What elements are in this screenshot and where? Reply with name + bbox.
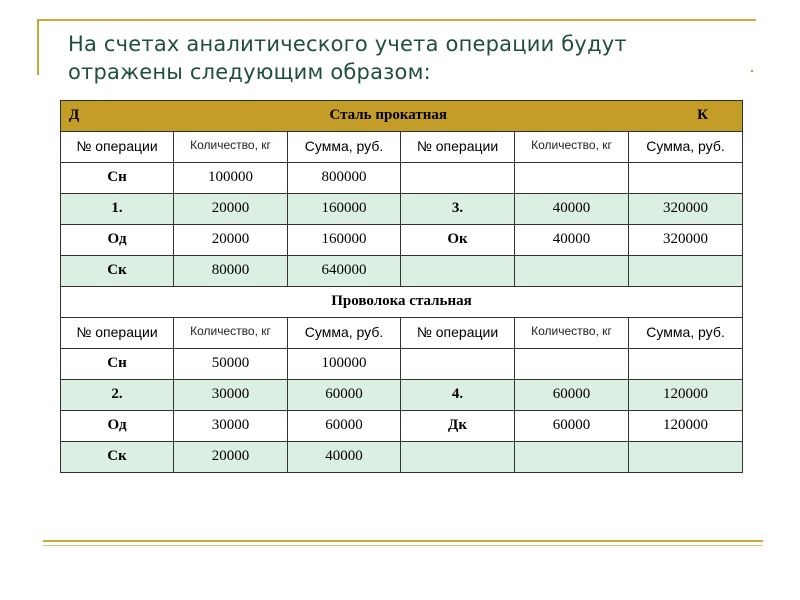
table-cell: 80000 bbox=[174, 256, 288, 287]
table-cell: 160000 bbox=[288, 225, 401, 256]
table-cell: 800000 bbox=[288, 163, 401, 194]
table-cell: Од bbox=[61, 411, 174, 442]
table-cell: Ск bbox=[61, 442, 174, 473]
table-cell: Сн bbox=[61, 163, 174, 194]
table-cell bbox=[515, 163, 629, 194]
table-cell: 40000 bbox=[515, 225, 629, 256]
table-cell: 640000 bbox=[288, 256, 401, 287]
table-cell: Ск bbox=[61, 256, 174, 287]
table-cell bbox=[629, 442, 743, 473]
table-cell bbox=[515, 256, 629, 287]
table-cell: 2. bbox=[61, 380, 174, 411]
col-header-qty-credit: Количество, кг bbox=[515, 318, 629, 349]
table-cell: 320000 bbox=[629, 225, 743, 256]
table-cell bbox=[629, 349, 743, 380]
table-cell: 60000 bbox=[288, 380, 401, 411]
table-cell bbox=[515, 349, 629, 380]
table-cell: 20000 bbox=[174, 442, 288, 473]
slide-title-line-2: отражены следующим образом: bbox=[68, 60, 431, 84]
table-row bbox=[61, 225, 743, 256]
table-cell: 60000 bbox=[515, 380, 629, 411]
table-cell: 120000 bbox=[629, 411, 743, 442]
bottom-rule bbox=[43, 540, 763, 542]
table-cell: 20000 bbox=[174, 194, 288, 225]
table-cell: Дк bbox=[401, 411, 515, 442]
top-rule bbox=[38, 19, 756, 21]
slide-title bbox=[68, 30, 738, 86]
table-row bbox=[61, 194, 743, 225]
table-cell bbox=[401, 256, 515, 287]
table-row bbox=[61, 411, 743, 442]
table-cell: 30000 bbox=[174, 411, 288, 442]
col-header-op-credit: № операции bbox=[401, 318, 515, 349]
col-header-sum-debit: Сумма, руб. bbox=[288, 132, 401, 163]
table-cell: Ок bbox=[401, 225, 515, 256]
col-header-sum-credit: Сумма, руб. bbox=[629, 318, 743, 349]
table-cell: 100000 bbox=[288, 349, 401, 380]
left-rule bbox=[37, 19, 39, 75]
wire-column-header-row bbox=[61, 318, 743, 349]
table-row bbox=[61, 349, 743, 380]
table-cell bbox=[401, 349, 515, 380]
table-cell: 60000 bbox=[515, 411, 629, 442]
table-cell: Сн bbox=[61, 349, 174, 380]
table-cell: 30000 bbox=[174, 380, 288, 411]
table-cell: 100000 bbox=[174, 163, 288, 194]
account-table bbox=[60, 100, 743, 473]
col-header-sum-credit: Сумма, руб. bbox=[629, 132, 743, 163]
table-cell: 1. bbox=[61, 194, 174, 225]
table-cell: Од bbox=[61, 225, 174, 256]
table-cell bbox=[401, 163, 515, 194]
table-row bbox=[61, 442, 743, 473]
steel-header-row bbox=[61, 101, 743, 132]
debit-label: Д bbox=[69, 107, 80, 123]
table-cell: 160000 bbox=[288, 194, 401, 225]
col-header-qty-credit: Количество, кг bbox=[515, 132, 629, 163]
table-cell: 3. bbox=[401, 194, 515, 225]
table-cell bbox=[629, 163, 743, 194]
table-cell: 4. bbox=[401, 380, 515, 411]
bottom-rule-secondary bbox=[43, 545, 763, 546]
table-row bbox=[61, 163, 743, 194]
col-header-op-debit: № операции bbox=[61, 132, 174, 163]
slide-title-line-1: На счетах аналитического учета операции будут bbox=[68, 32, 627, 56]
table-cell bbox=[629, 256, 743, 287]
table-cell: 60000 bbox=[288, 411, 401, 442]
table-row bbox=[61, 380, 743, 411]
table-cell: 40000 bbox=[288, 442, 401, 473]
wire-account-name: Проволока стальная bbox=[61, 287, 743, 318]
col-header-op-debit: № операции bbox=[61, 318, 174, 349]
table-cell: 40000 bbox=[515, 194, 629, 225]
col-header-qty-debit: Количество, кг bbox=[174, 318, 288, 349]
col-header-op-credit: № операции bbox=[401, 132, 515, 163]
table-cell: 320000 bbox=[629, 194, 743, 225]
credit-label: К bbox=[697, 107, 708, 123]
table-row bbox=[61, 256, 743, 287]
table-cell: 20000 bbox=[174, 225, 288, 256]
table-cell: 120000 bbox=[629, 380, 743, 411]
col-header-sum-debit: Сумма, руб. bbox=[288, 318, 401, 349]
steel-account-name: Сталь прокатная bbox=[329, 107, 447, 123]
table-cell bbox=[401, 442, 515, 473]
table-cell: 50000 bbox=[174, 349, 288, 380]
col-header-qty-debit: Количество, кг bbox=[174, 132, 288, 163]
decorative-dot bbox=[751, 70, 753, 72]
wire-header-row bbox=[61, 287, 743, 318]
table-cell bbox=[515, 442, 629, 473]
steel-column-header-row bbox=[61, 132, 743, 163]
